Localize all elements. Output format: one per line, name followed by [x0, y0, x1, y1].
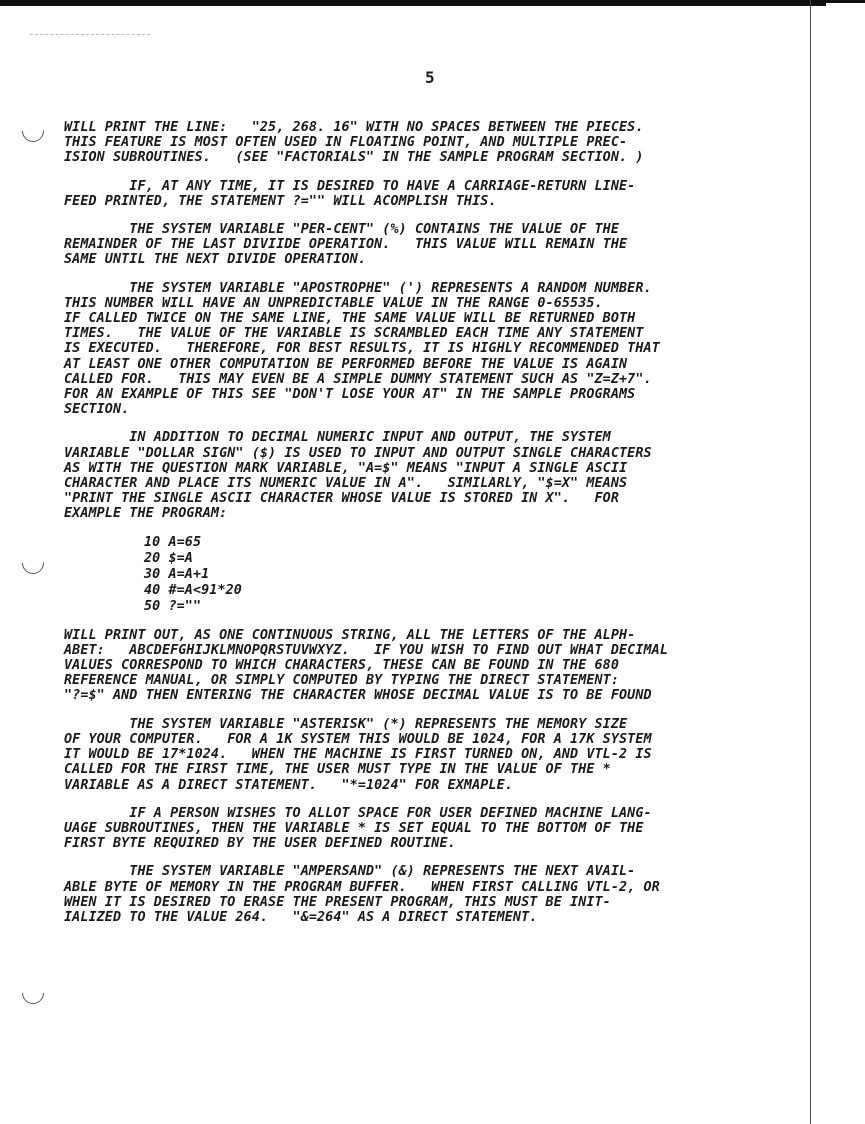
paragraph: [64, 806, 824, 852]
paragraph: [64, 179, 824, 209]
top-border-right: [826, 0, 865, 3]
text-line: "?=$" AND THEN ENTERING THE CHARACTER WHOSE DECIMAL VALUE IS TO BE FOUND: [64, 688, 652, 704]
text-line: SECTION.: [64, 402, 130, 418]
text-line: UAGE SUBROUTINES, THEN THE VARIABLE * IS SET EQUAL TO THE BOTTOM OF THE: [64, 820, 644, 836]
text-line: AS WITH THE QUESTION MARK VARIABLE, "A=$" MEANS "INPUT A SINGLE ASCII: [64, 460, 628, 476]
text-line: REMAINDER OF THE LAST DIVIIDE OPERATION. THIS VALUE WILL REMAIN THE: [64, 237, 628, 253]
text-line: REFERENCE MANUAL, OR SIMPLY COMPUTED BY TYPING THE DIRECT STATEMENT:: [64, 673, 620, 689]
paragraph: [64, 222, 824, 268]
text-line: TIMES. THE VALUE OF THE VARIABLE IS SCRAMBLED EACH TIME ANY STATEMENT: [64, 326, 644, 342]
text-line: IALIZED TO THE VALUE 264. "&=264" AS A DIRECT STATEMENT.: [64, 909, 538, 925]
text-line: THE SYSTEM VARIABLE "ASTERISK" (*) REPRESENTS THE MEMORY SIZE: [64, 716, 628, 732]
paragraph: [64, 864, 824, 925]
text-line: OF YOUR COMPUTER. FOR A 1K SYSTEM THIS WOULD BE 1024, FOR A 17K SYSTEM: [64, 731, 652, 747]
code-listing: [144, 535, 824, 615]
top-border: [0, 0, 826, 6]
text-line: EXAMPLE THE PROGRAM:: [64, 506, 228, 522]
text-line: IS EXECUTED. THEREFORE, FOR BEST RESULTS, IT IS HIGHLY RECOMMENDED THAT: [64, 341, 660, 357]
code-line: 50 ?="": [144, 598, 202, 614]
text-line: "PRINT THE SINGLE ASCII CHARACTER WHOSE VALUE IS STORED IN X". FOR: [64, 491, 620, 507]
text-line: THIS NUMBER WILL HAVE AN UNPREDICTABLE VALUE IN THE RANGE 0-65535.: [64, 295, 603, 311]
text-line: THE SYSTEM VARIABLE "APOSTROPHE" (') REPRESENTS A RANDOM NUMBER.: [64, 280, 652, 296]
text-line: ISION SUBROUTINES. (SEE "FACTORIALS" IN THE SAMPLE PROGRAM SECTION. ): [64, 150, 644, 166]
text-line: IF CALLED TWICE ON THE SAME LINE, THE SAME VALUE WILL BE RETURNED BOTH: [64, 311, 636, 327]
paragraph: [64, 281, 824, 418]
text-line: VARIABLE AS A DIRECT STATEMENT. "*=1024" FOR EXMAPLE.: [64, 777, 513, 793]
code-line: 40 #=A<91*20: [144, 582, 242, 598]
text-line: CHARACTER AND PLACE ITS NUMERIC VALUE IN A". SIMILARLY, "$=X" MEANS: [64, 476, 628, 492]
text-line: IF, AT ANY TIME, IT IS DESIRED TO HAVE A CARRIAGE-RETURN LINE-: [64, 178, 636, 194]
text-line: CALLED FOR THE FIRST TIME, THE USER MUST TYPE IN THE VALUE OF THE *: [64, 762, 611, 778]
page-number: 5: [425, 68, 435, 87]
page-body: [64, 120, 824, 938]
text-line: THE SYSTEM VARIABLE "PER-CENT" (%) CONTAINS THE VALUE OF THE: [64, 222, 620, 238]
text-line: VARIABLE "DOLLAR SIGN" ($) IS USED TO INPUT AND OUTPUT SINGLE CHARACTERS: [64, 445, 652, 461]
text-line: SAME UNTIL THE NEXT DIVIDE OPERATION.: [64, 252, 366, 268]
text-line: FEED PRINTED, THE STATEMENT ?="" WILL ACOMPLISH THIS.: [64, 193, 497, 209]
paragraph: [64, 430, 824, 521]
text-line: IT WOULD BE 17*1024. WHEN THE MACHINE IS FIRST TURNED ON, AND VTL-2 IS: [64, 747, 652, 763]
binder-hole-mark: [17, 115, 48, 146]
text-line: WILL PRINT OUT, AS ONE CONTINUOUS STRING, ALL THE LETTERS OF THE ALPH-: [64, 627, 636, 643]
paragraph: [64, 120, 824, 166]
text-line: THIS FEATURE IS MOST OFTEN USED IN FLOATING POINT, AND MULTIPLE PREC-: [64, 135, 628, 151]
text-line: FOR AN EXAMPLE OF THIS SEE "DON'T LOSE YOUR AT" IN THE SAMPLE PROGRAMS: [64, 387, 636, 403]
text-line: THE SYSTEM VARIABLE "AMPERSAND" (&) REPRESENTS THE NEXT AVAIL-: [64, 864, 636, 880]
binder-hole-mark: [17, 977, 48, 1008]
text-line: WILL PRINT THE LINE: "25, 268. 16" WITH NO SPACES BETWEEN THE PIECES.: [64, 120, 644, 135]
text-line: CALLED FOR. THIS MAY EVEN BE A SIMPLE DUMMY STATEMENT SUCH AS "Z=Z+7".: [64, 371, 652, 387]
text-line: IF A PERSON WISHES TO ALLOT SPACE FOR USER DEFINED MACHINE LANG-: [64, 805, 652, 821]
code-line: 30 A=A+1: [144, 566, 210, 582]
code-line: 10 A=65: [144, 534, 202, 550]
binder-hole-mark: [17, 547, 48, 578]
text-line: IN ADDITION TO DECIMAL NUMERIC INPUT AND OUTPUT, THE SYSTEM: [64, 430, 611, 446]
text-line: VALUES CORRESPOND TO WHICH CHARACTERS, THESE CAN BE FOUND IN THE 680: [64, 658, 620, 674]
text-line: ABET: ABCDEFGHIJKLMNOPQRSTUVWXYZ. IF YOU WISH TO FIND OUT WHAT DECIMAL: [64, 642, 668, 658]
text-line: ABLE BYTE OF MEMORY IN THE PROGRAM BUFFER. WHEN FIRST CALLING VTL-2, OR: [64, 879, 660, 895]
text-line: AT LEAST ONE OTHER COMPUTATION BE PERFORMED BEFORE THE VALUE IS AGAIN: [64, 356, 628, 372]
code-line: 20 $=A: [144, 550, 193, 566]
text-line: WHEN IT IS DESIRED TO ERASE THE PRESENT PROGRAM, THIS MUST BE INIT-: [64, 894, 611, 910]
paragraph: [64, 628, 824, 704]
paragraph: [64, 717, 824, 793]
text-line: FIRST BYTE REQUIRED BY THE USER DEFINED ROUTINE.: [64, 836, 456, 852]
faint-marks: [30, 34, 150, 36]
